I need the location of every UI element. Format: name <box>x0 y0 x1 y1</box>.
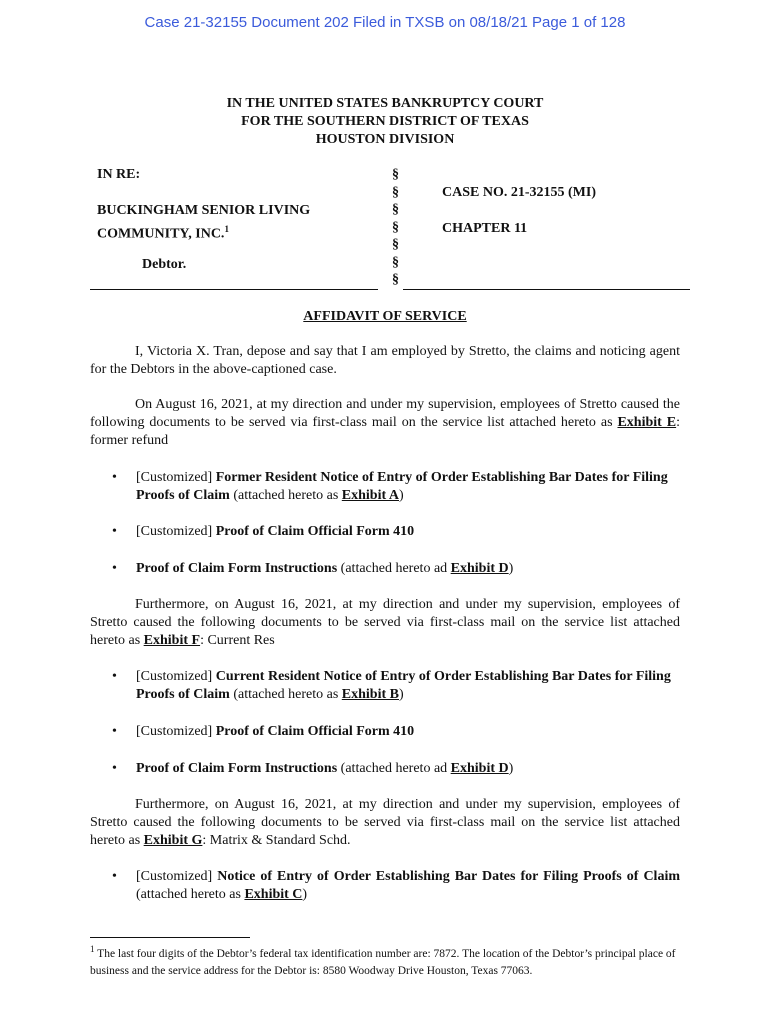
list-item: • [Customized] Current Resident Notice of Entry of Order Establishing Bar Dates for Filing Proofs of Claim (attached hereto as Exhibit B) <box>112 669 671 702</box>
bullet-mark: • <box>112 524 117 539</box>
caption-rule-right <box>403 289 690 290</box>
court-line-2: FOR THE SOUTHERN DISTRICT OF TEXAS <box>241 114 529 129</box>
bullet-mark: • <box>112 561 117 576</box>
paragraph-service-e: On August 16, 2021, at my direction and under my supervision, employees of Stretto caused the following documents to be served via first-class mail on the service list attached hereto as Exhibit E: former refund <box>90 397 680 448</box>
paragraph-service-f: Furthermore, on August 16, 2021, at my direction and under my supervision, employees of Stretto caused the following documents to be served via first-class mail on the service list attached hereto as Exhibit F: Current Res <box>90 597 680 648</box>
footnote-mark: 1 <box>90 944 95 954</box>
section-symbol: § <box>392 254 399 270</box>
list-item: • Proof of Claim Form Instructions (attached hereto ad Exhibit D) <box>112 561 514 576</box>
exhibit-g-ref[interactable]: Exhibit G <box>143 833 203 848</box>
section-symbol-column <box>392 166 399 289</box>
list-item: • [Customized] Former Resident Notice of Entry of Order Establishing Bar Dates for Filing Proofs of Claim (attached hereto as Exhibit A) <box>112 470 668 503</box>
list-item: • Proof of Claim Form Instructions (attached hereto ad Exhibit D) <box>112 761 514 776</box>
caption-parties <box>97 166 377 274</box>
section-symbol: § <box>392 237 399 252</box>
court-heading <box>0 95 770 149</box>
caption-case-info <box>442 166 596 238</box>
document-title: AFFIDAVIT OF SERVICE <box>303 309 467 324</box>
in-re-label: IN RE: <box>97 167 141 182</box>
bullet-mark: • <box>112 470 117 485</box>
section-symbol: § <box>392 219 399 235</box>
footnote-ref[interactable]: 1 <box>224 224 229 234</box>
filing-header-stamp: Case 21-32155 Document 202 Filed in TXSB on 08/18/21 Page 1 of 128 <box>144 14 626 31</box>
list-item: • [Customized] Proof of Claim Official Form 410 <box>112 724 415 739</box>
list-item: • [Customized] Notice of Entry of Order Establishing Bar Dates for Filing Proofs of Claim (attached hereto as Exhibit C) <box>112 869 680 902</box>
exhibit-a-ref[interactable]: Exhibit A <box>341 488 399 503</box>
footnote-divider <box>90 937 250 938</box>
debtor-name-line-2: COMMUNITY, INC.$^1$ <box>97 224 229 242</box>
exhibit-f-ref[interactable]: Exhibit F <box>143 633 201 648</box>
section-symbol: § <box>392 202 399 217</box>
bullet-mark: • <box>112 869 117 884</box>
court-line-1: IN THE UNITED STATES BANKRUPTCY COURT <box>226 96 544 111</box>
chapter-number: CHAPTER 11 <box>442 221 528 236</box>
debtor-label: Debtor. <box>142 257 187 272</box>
paragraph-intro: I, Victoria X. Tran, depose and say that I am employed by Stretto, the claims and noticing agent for the Debtors in the above-captioned case. <box>90 344 680 377</box>
bullet-mark: • <box>112 669 117 684</box>
court-line-3: HOUSTON DIVISION <box>315 132 455 147</box>
section-symbol: § <box>392 272 399 287</box>
exhibit-b-ref[interactable]: Exhibit B <box>341 687 399 702</box>
exhibit-e-ref[interactable]: Exhibit E <box>617 415 677 430</box>
bullet-mark: • <box>112 724 117 739</box>
exhibit-d-ref[interactable]: Exhibit D <box>450 561 509 576</box>
debtor-name-line-1: BUCKINGHAM SENIOR LIVING <box>97 203 311 218</box>
section-symbol: § <box>392 167 399 182</box>
footnote: $^1$ The last four digits of the Debtor’s federal tax identification number are: 7872. The location of the Debtor’s principal place of business and the service address for the Debtor is: 8580 Woodway Drive Houston, Texas 77063. <box>90 944 676 977</box>
case-number: CASE NO. 21-32155 (MI) <box>442 185 596 200</box>
bullet-mark: • <box>112 761 117 776</box>
exhibit-c-ref[interactable]: Exhibit C <box>244 887 303 902</box>
section-symbol: § <box>392 184 399 200</box>
list-item: • [Customized] Proof of Claim Official Form 410 <box>112 524 415 539</box>
paragraph-service-g: Furthermore, on August 16, 2021, at my direction and under my supervision, employees of Stretto caused the following documents to be served via first-class mail on the service list attached hereto as Exhibit G: Matrix & Standard Schd. <box>90 797 680 848</box>
caption-rule-left <box>90 289 378 290</box>
exhibit-d-ref[interactable]: Exhibit D <box>450 761 509 776</box>
case-caption <box>90 166 690 290</box>
